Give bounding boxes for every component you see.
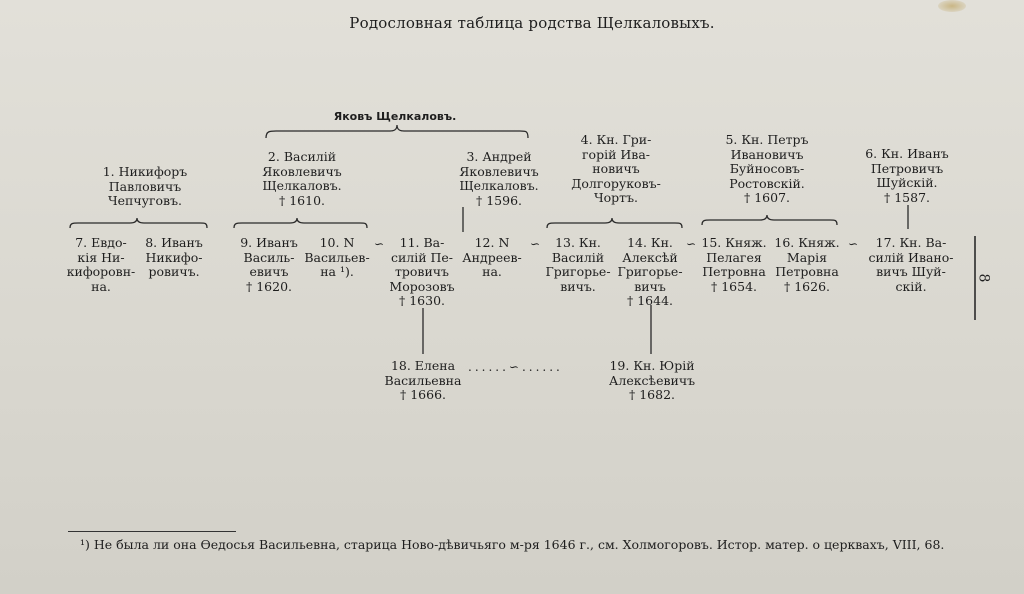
person-3-andrey: 3. Андрей Яковлевичъ Щелкаловъ. † 1596. [459,149,539,208]
brace-children-2 [234,218,367,228]
marriage-symbol-14-15: ∽ [686,237,697,251]
person-11-vasily-morozov: 11. Ва- силій Пе- тровичъ Морозовъ † 1630. [389,235,455,308]
marriage-symbol-10-11: ∽ [374,237,385,251]
person-1-nikifor: 1. Никифоръ Павловичъ Чепчуговъ. [102,164,188,208]
person-7-evdokia: 7. Евдо- кія Ни- кифоровн- на. [66,235,136,294]
person-8-ivan: 8. Иванъ Никифо- ровичъ. [145,235,203,279]
person-14-aleksey: 14. Кн. Алексѣй Григорье- вичъ † 1644. [617,235,683,308]
person-5-petr: 5. Кн. Петръ Ивановичъ Буйносовъ- Ростовскій. † 1607. [725,132,809,205]
person-17-vasily-shuisky: 17. Кн. Ва- силій Ивано- вичъ Шуй- скій. [868,235,954,294]
page-number: 8 [975,273,992,283]
brace-children-4 [547,218,682,228]
marriage-dots-18-19: ......∽...... [468,360,563,374]
footnote-rule [68,531,236,532]
person-6-ivan: 6. Кн. Иванъ Петровичъ Шуйскій. † 1587. [865,146,949,205]
brace-children-5 [702,215,837,225]
person-15-pelageya: 15. Княж. Пелагея Петровна † 1654. [701,235,767,294]
header-yakov-shchelkalov: Яковъ Щелкаловъ. [333,110,457,123]
person-12-n: 12. N Андреев- на. [462,235,522,279]
footnote: ¹) Не была ли она Ѳедосья Васильевна, старица Ново-дѣвичьяго м-ря 1646 г., см. Холмогоровъ. Истор. матер. о церквахъ, VIII, 68. [80,537,945,552]
yakov-brace [266,125,528,138]
page-title: Родословная таблица родства Щелкаловыхъ. [349,14,715,32]
person-10-n: 10. N Васильев- на ¹). [304,235,370,279]
person-2-vasily: 2. Василій Яковлевичъ Щелкаловъ. † 1610. [262,149,342,208]
person-4-grigory: 4. Кн. Гри- горій Ива- новичъ Долгоруковъ- Чортъ. [571,132,661,205]
brace-children-1 [70,218,207,228]
person-16-maria: 16. Княж. Марія Петровна † 1626. [774,235,840,294]
person-18-elena: 18. Елена Васильевна † 1666. [384,358,462,402]
person-9-ivan: 9. Иванъ Василь- евичъ † 1620. [240,235,298,294]
person-19-yury: 19. Кн. Юрій Алексѣевичъ † 1682. [608,358,696,402]
marriage-symbol-12-13: ∽ [530,237,541,251]
marriage-symbol-16-17: ∽ [848,237,859,251]
person-13-vasily: 13. Кн. Василій Григорье- вичъ. [545,235,611,294]
